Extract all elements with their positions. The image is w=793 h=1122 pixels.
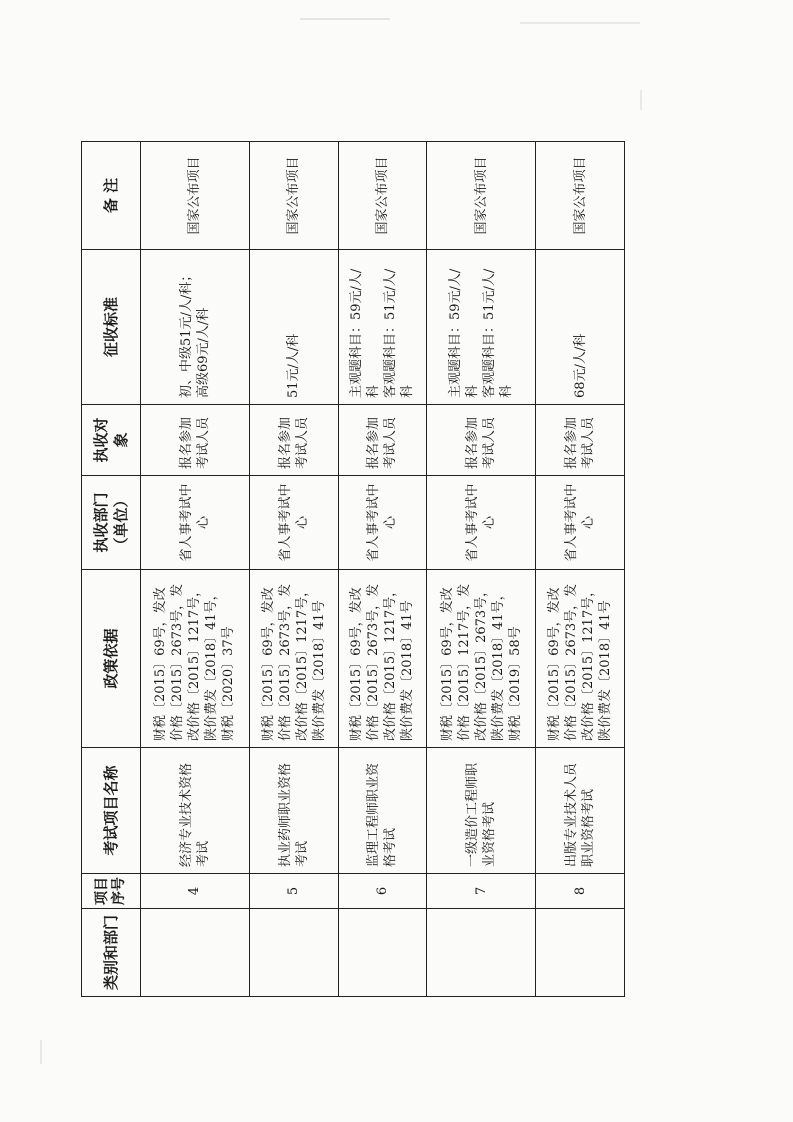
name-cell: 一级造价工程师职业资格考试 — [427, 748, 536, 874]
standard-cell: 51元/人/科 — [249, 250, 338, 405]
policy-cell: 财税〔2015〕69号，发改价格〔2015〕2673号，发改价格〔2015〕1217号，陕价费发〔2018〕41号 — [338, 570, 427, 748]
target-cell: 报名参加考试人员 — [141, 405, 250, 476]
standard-cell: 初、中级51元/人/科；高级69元/人/科 — [141, 250, 250, 405]
standard-cell: 主观题科目：59元/人/科 客观题科目：51元/人/科 — [427, 250, 536, 405]
policy-cell: 财税〔2015〕69号，发改价格〔2015〕1217号，发改价格〔2015〕2673号，陕价费发〔2018〕41号，财税〔2019〕58号 — [427, 570, 536, 748]
remark-cell: 国家公布项目 — [141, 142, 250, 250]
target-cell: 报名参加考试人员 — [536, 405, 625, 476]
scan-noise — [520, 22, 640, 24]
name-cell: 出版专业技术人员职业资格考试 — [536, 748, 625, 874]
standard-cell: 68元/人/科 — [536, 250, 625, 405]
policy-cell: 财税〔2015〕69号，发改价格〔2015〕2673号，发改价格〔2015〕1217号，陕价费发〔2018〕41号 — [249, 570, 338, 748]
policy-cell: 财税〔2015〕69号，发改价格〔2015〕2673号，发改价格〔2015〕1217号，陕价费发〔2018〕41号，财税〔2020〕37号 — [141, 570, 250, 748]
dept-cell: 省人事考试中心 — [427, 476, 536, 570]
remark-cell: 国家公布项目 — [338, 142, 427, 250]
target-cell: 报名参加考试人员 — [249, 405, 338, 476]
standard-cell: 主观题科目：59元/人/科 客观题科目：51元/人/科 — [338, 250, 427, 405]
header-dept: 执收部门（单位） — [82, 476, 141, 570]
table-row — [141, 142, 250, 997]
table-header-row — [82, 142, 141, 997]
category-cell — [427, 909, 536, 997]
table-row — [536, 142, 625, 997]
rotated-page — [81, 142, 625, 997]
header-seq: 项目序号 — [82, 874, 141, 909]
scan-noise — [40, 1040, 42, 1064]
remark-cell: 国家公布项目 — [427, 142, 536, 250]
header-name: 考试项目名称 — [82, 748, 141, 874]
dept-cell: 省人事考试中心 — [536, 476, 625, 570]
header-policy: 政策依据 — [82, 570, 141, 748]
header-target: 执收对象 — [82, 405, 141, 476]
category-cell — [338, 909, 427, 997]
seq-cell: 7 — [427, 874, 536, 909]
category-cell — [536, 909, 625, 997]
policy-cell: 财税〔2015〕69号，发改价格〔2015〕2673号，发改价格〔2015〕1217号，陕价费发〔2018〕41号 — [536, 570, 625, 748]
category-cell — [141, 909, 250, 997]
seq-cell: 4 — [141, 874, 250, 909]
header-remark: 备 注 — [82, 142, 141, 250]
header-standard: 征收标准 — [82, 250, 141, 405]
table-row — [249, 142, 338, 997]
table-row — [338, 142, 427, 997]
scan-noise — [640, 90, 642, 110]
name-cell: 执业药师职业资格考试 — [249, 748, 338, 874]
name-cell: 经济专业技术资格考试 — [141, 748, 250, 874]
dept-cell: 省人事考试中心 — [141, 476, 250, 570]
seq-cell: 5 — [249, 874, 338, 909]
dept-cell: 省人事考试中心 — [249, 476, 338, 570]
name-cell: 监理工程师职业资格考试 — [338, 748, 427, 874]
scan-noise — [300, 18, 390, 20]
seq-cell: 6 — [338, 874, 427, 909]
header-category: 类别和部门 — [82, 909, 141, 997]
seq-cell: 8 — [536, 874, 625, 909]
remark-cell: 国家公布项目 — [536, 142, 625, 250]
dept-cell: 省人事考试中心 — [338, 476, 427, 570]
target-cell: 报名参加考试人员 — [427, 405, 536, 476]
target-cell: 报名参加考试人员 — [338, 405, 427, 476]
fee-table — [81, 141, 625, 997]
table-row — [427, 142, 536, 997]
category-cell — [249, 909, 338, 997]
remark-cell: 国家公布项目 — [249, 142, 338, 250]
